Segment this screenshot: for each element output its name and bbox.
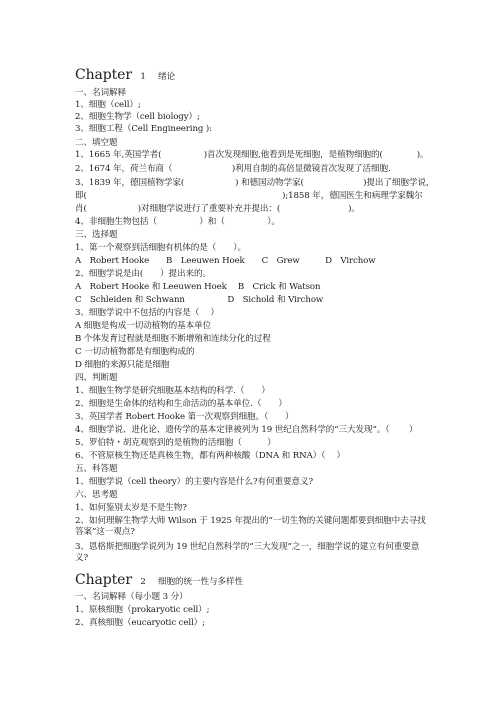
section-heading: 一、名词解释 <box>75 88 126 98</box>
term-item: 1、原核细胞（prokaryotic cell）; <box>75 605 210 615</box>
think-item: 2、如何理解生物学大师 Wilson 于 1925 年提出的“一切生物的关键问题都要到细胞中去寻找答案”这一观点? <box>75 516 426 537</box>
choice-question: 1、第一个观察到活细胞有机体的是（ ）。 <box>75 243 246 253</box>
choice-options: A Robert Hooke 和 Leeuwen Hoek B Crick 和 Watson <box>75 282 321 292</box>
think-item: 3、恩格斯把细胞学说列为 19 世纪自然科学的“三大发现”之一，细胞学说的建立有何重要意义? <box>75 542 420 563</box>
fill-item: 即( );1858 年，德国医生和病理学家魏尔 <box>75 191 423 201</box>
judge-item: 5、罗伯特・胡克观察到的是植物的活细胞（ ） <box>75 438 276 448</box>
fill-item: 2、1674 年，荷兰布商（ )利用自制的高倍显微镜首次发现了活细胞. <box>75 164 391 174</box>
fill-item: 肖( )对细胞学说进行了重要补充并提出：( )。 <box>75 204 360 214</box>
judge-item: 4、细胞学说、进化论、遗传学的基本定律被列为 19 世纪自然科学的“三大发现”。（ ） <box>75 425 418 435</box>
chapter2-title: Chapter <box>75 572 132 588</box>
judge-item: 6、不管原核生物还是真核生物，都有两种核酸（DNA 和 RNA）（ ） <box>75 451 346 461</box>
term-item: 2、细胞生物学（cell biology）; <box>75 112 200 122</box>
chapter1-title: Chapter <box>75 67 132 83</box>
choice-option: D 细胞的来源只能是细胞 <box>75 360 170 370</box>
chapter1-heading <box>75 67 175 85</box>
section-heading: 三、选择题 <box>75 230 118 240</box>
section-heading: 五、科答题 <box>75 464 118 474</box>
section-heading: 四、判断题 <box>75 373 118 383</box>
term-item: 3、细胞工程（Cell Engineering ): <box>75 124 212 134</box>
chapter2-name: 细胞的统一性与多样性 <box>158 577 243 587</box>
chapter2-number: 2 <box>140 577 146 587</box>
choice-option: C 一切动植物都是有细胞构成的 <box>75 347 195 357</box>
chapter1-number: 1 <box>140 72 146 82</box>
fill-item: 3、1839 年，德国植物学家( ) 和德国动物学家( )提出了细胞学说， <box>75 178 435 188</box>
judge-item: 3、英国学者 Robert Hooke 第一次观察到细胞。（ ） <box>75 412 294 422</box>
choice-options: C Schleiden 和 Schwann D Sichold 和 Virchow <box>75 295 324 305</box>
judge-item: 1、细胞生物学是研究细胞基本结构的科学.（ ） <box>75 386 270 396</box>
think-item: 1、如何鉴别太岁是不是生物? <box>75 503 187 513</box>
choice-option: A 细胞是构成一切动植物的基本单位 <box>75 321 212 331</box>
choice-question: 2、细胞学说是由( ）提出来的。 <box>75 269 212 279</box>
chapter2-heading <box>75 572 243 590</box>
section-heading: 六、思考题 <box>75 490 118 500</box>
judge-item: 2、细胞是生命体的结构和生命活动的基本单位.（ ） <box>75 399 287 409</box>
chapter1-name: 绪论 <box>158 72 176 82</box>
choice-question: 3、细胞学说中不包括的内容是（ ） <box>75 308 219 318</box>
section-heading: 一、名词解释（每小题 3 分） <box>75 592 188 602</box>
fill-item: 1、1665 年,英国学者( )首次发现细胞,他看到是死细胞，是植物细胞的( )。 <box>75 150 429 160</box>
fill-item: 4、非细胞生物包括（ ）和（ ）。 <box>75 217 280 227</box>
choice-option: B 个体发育过程就是细胞不断增殖和连续分化的过程 <box>75 334 271 344</box>
term-item: 1、细胞（cell）; <box>75 100 141 110</box>
section-heading: 二、填空题 <box>75 138 118 148</box>
answer-item: 1、细胞学说（cell theory）的主要内容是什么?有何重要意义? <box>75 477 313 487</box>
choice-options: A Robert Hooke B Leeuwen Hoek C Grew D Virchow <box>75 256 376 266</box>
term-item: 2、真核细胞（eucaryotic cell）; <box>75 618 205 628</box>
